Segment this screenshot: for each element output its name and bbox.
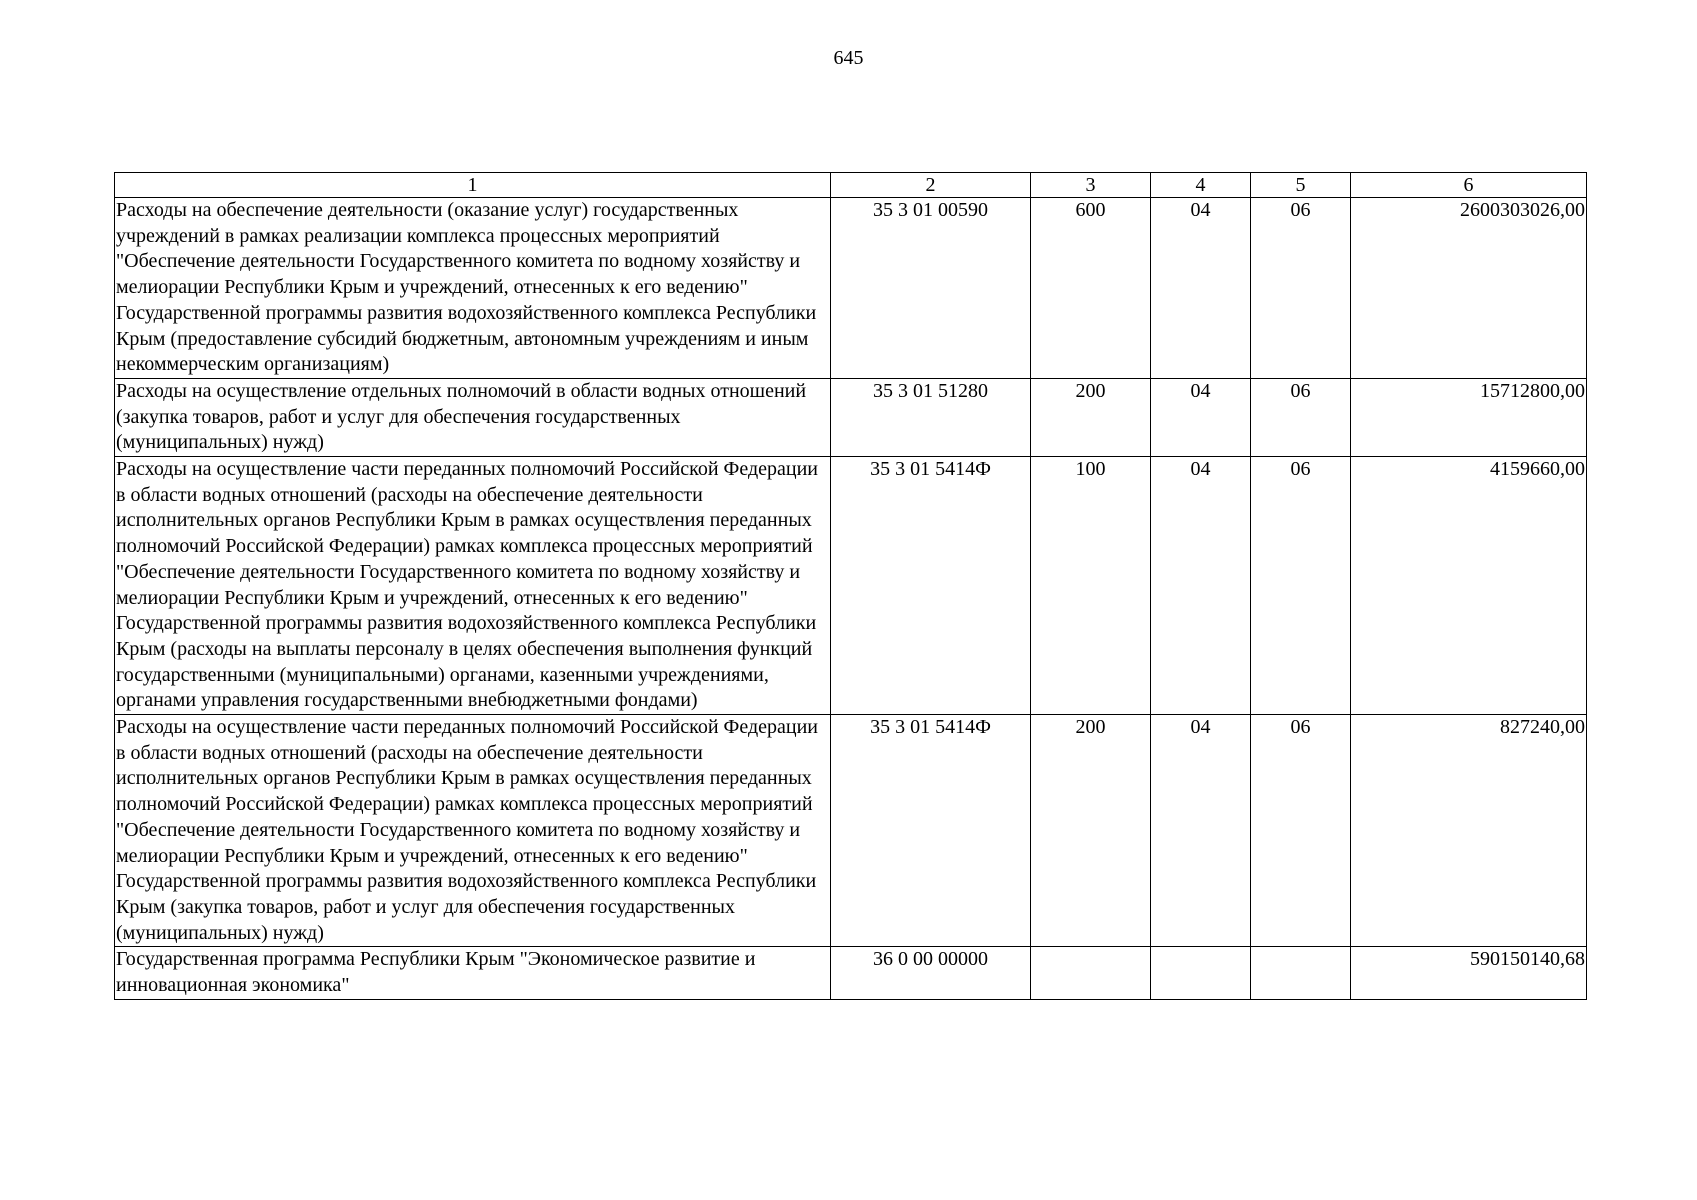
column-header-1: 1 — [115, 173, 831, 198]
budget-table — [114, 172, 1587, 1000]
column-header-4: 4 — [1151, 173, 1251, 198]
row-expense-type: 600 — [1031, 198, 1151, 379]
row-amount: 15712800,00 — [1351, 378, 1587, 456]
row-section: 04 — [1151, 715, 1251, 947]
row-description: Расходы на обеспечение деятельности (оказание услуг) государственных учреждений в рамках реализации комплекса процессных мероприятий "Обеспечение деятельности Государственного комитета по водному хозяйству и мелиорации Республики Крым и учреждений, отнесенных к его ведению" Государственной программы развития водохозяйственного комплекса Республики Крым (предоставление субсидий бюджетным, автономным учреждениям и иным некоммерческим организациям) — [115, 198, 831, 379]
row-target-code: 35 3 01 5414Ф — [831, 457, 1031, 715]
row-target-code: 35 3 01 00590 — [831, 198, 1031, 379]
row-description: Расходы на осуществление отдельных полномочий в области водных отношений (закупка товаров, работ и услуг для обеспечения государственных (муниципальных) нужд) — [115, 378, 831, 456]
row-description: Расходы на осуществление части переданных полномочий Российской Федерации в области водных отношений (расходы на обеспечение деятельности исполнительных органов Республики Крым в рамках осуществления переданных полномочий Российской Федерации) рамках комплекса процессных мероприятий "Обеспечение деятельности Государственного комитета по водному хозяйству и мелиорации Республики Крым и учреждений, отнесенных к его ведению" Государственной программы развития водохозяйственного комплекса Республики Крым (закупка товаров, работ и услуг для обеспечения государственных (муниципальных) нужд) — [115, 715, 831, 947]
row-description: Государственная программа Республики Крым "Экономическое развитие и инновационная экономика" — [115, 947, 831, 999]
row-amount: 827240,00 — [1351, 715, 1587, 947]
column-header-6: 6 — [1351, 173, 1587, 198]
table-row — [115, 715, 1587, 947]
column-header-5: 5 — [1251, 173, 1351, 198]
row-subsection: 06 — [1251, 457, 1351, 715]
row-expense-type: 200 — [1031, 715, 1151, 947]
row-amount: 4159660,00 — [1351, 457, 1587, 715]
row-target-code: 35 3 01 51280 — [831, 378, 1031, 456]
row-amount: 2600303026,00 — [1351, 198, 1587, 379]
row-expense-type — [1031, 947, 1151, 999]
row-target-code: 36 0 00 00000 — [831, 947, 1031, 999]
row-subsection: 06 — [1251, 715, 1351, 947]
table-row — [115, 378, 1587, 456]
row-subsection — [1251, 947, 1351, 999]
row-section: 04 — [1151, 198, 1251, 379]
row-section: 04 — [1151, 378, 1251, 456]
table-row — [115, 947, 1587, 999]
table-row — [115, 457, 1587, 715]
row-target-code: 35 3 01 5414Ф — [831, 715, 1031, 947]
row-subsection: 06 — [1251, 198, 1351, 379]
column-header-2: 2 — [831, 173, 1031, 198]
row-expense-type: 100 — [1031, 457, 1151, 715]
header-row — [115, 173, 1587, 198]
row-description: Расходы на осуществление части переданных полномочий Российской Федерации в области водных отношений (расходы на обеспечение деятельности исполнительных органов Республики Крым в рамках осуществления переданных полномочий Российской Федерации) рамках комплекса процессных мероприятий "Обеспечение деятельности Государственного комитета по водному хозяйству и мелиорации Республики Крым и учреждений, отнесенных к его ведению" Государственной программы развития водохозяйственного комплекса Республики Крым (расходы на выплаты персоналу в целях обеспечения выполнения функций государственными (муниципальными) органами, казенными учреждениями, органами управления государственными внебюджетными фондами) — [115, 457, 831, 715]
page-number: 645 — [833, 47, 864, 69]
table-row — [115, 198, 1587, 379]
row-section — [1151, 947, 1251, 999]
row-subsection: 06 — [1251, 378, 1351, 456]
row-amount: 590150140,68 — [1351, 947, 1587, 999]
column-header-3: 3 — [1031, 173, 1151, 198]
row-section: 04 — [1151, 457, 1251, 715]
row-expense-type: 200 — [1031, 378, 1151, 456]
